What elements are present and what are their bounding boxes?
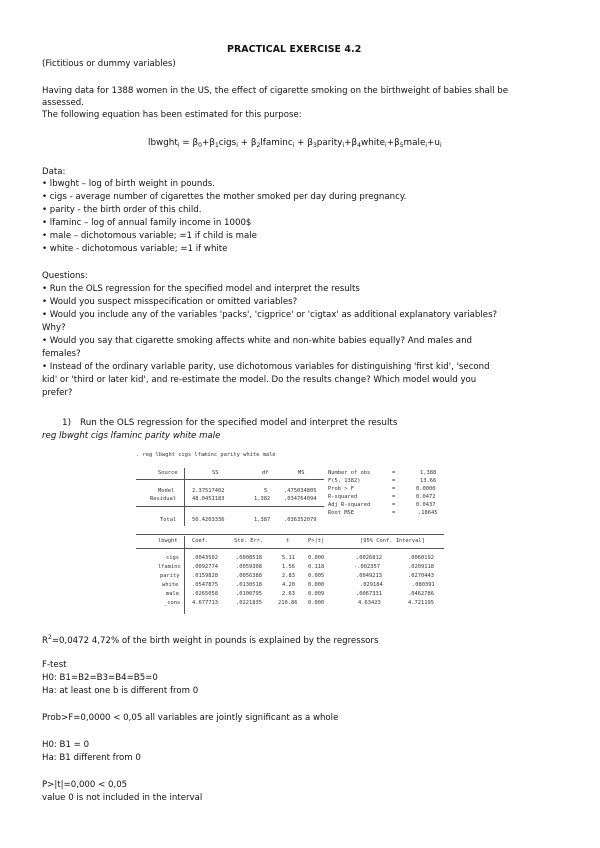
stat-value: 0.0437	[416, 502, 436, 508]
anova-row-source: Model	[158, 488, 175, 494]
coef-row-coef: .0159828	[192, 573, 218, 579]
stat-eq: =	[392, 478, 396, 484]
answer-number: 1)	[62, 418, 72, 428]
question-5-line-1: • Instead of the ordinary variable parity, use dichotomous variables for distinguishing 'first kid', 'second	[42, 362, 490, 372]
intro-line-2: assessed.	[42, 98, 84, 108]
coef-header-t: t	[286, 538, 290, 544]
ftest-ha: Ha: at least one b is different from 0	[42, 686, 199, 696]
data-item: • cigs - average number of cigarettes the mother smoked per day during pregnancy.	[42, 192, 407, 202]
coef-row-se: .0059308	[236, 564, 262, 570]
anova-row-ms: .034764094	[284, 496, 317, 502]
question-4-line-2: females?	[42, 349, 81, 359]
stat-value: .18645	[418, 510, 438, 516]
question-3-line-2: Why?	[42, 323, 66, 333]
data-item: • lbwght – log of birth weight in pounds.	[42, 179, 216, 189]
page-title: PRACTICAL EXERCISE 4.2	[227, 44, 362, 55]
eq-male: male	[403, 138, 426, 148]
coef-header-se: Std. Err.	[234, 538, 264, 544]
anova-row-df: 1,387	[254, 517, 271, 523]
coef-row-t: 4.20	[282, 582, 295, 588]
stat-value: 1,388	[420, 470, 437, 476]
coef-row-t: 2.83	[282, 573, 295, 579]
coef-row-p: 0.000	[308, 600, 325, 606]
coef-row-lo: .029184	[360, 582, 383, 588]
coef-row-p: 0.000	[308, 582, 325, 588]
stat-label: Number of obs	[328, 470, 371, 476]
coef-row-var: parity	[160, 573, 180, 579]
eq-lfaminc: lfaminc	[260, 138, 293, 148]
anova-row-ss: 2.37517402	[192, 488, 225, 494]
coef-row-t: 1.56	[282, 564, 295, 570]
coef-header-p: P>|t|	[308, 538, 325, 544]
coef-row-se: .0100795	[236, 591, 262, 597]
coef-row-hi: .0209118	[408, 564, 434, 570]
coef-row-var: white	[162, 582, 179, 588]
question-2: • Would you suspect misspecification or omitted variables?	[42, 297, 298, 307]
coef-row-lo: .0049213	[356, 573, 382, 579]
coef-row-var: cigs	[166, 555, 179, 561]
coef-row-lo: .0067331	[356, 591, 382, 597]
stat-label: Root MSE	[328, 510, 354, 516]
stata-command: . reg lbwght cigs lfaminc parity white male	[136, 452, 276, 458]
coef-row-coef: .0547875	[192, 582, 218, 588]
coef-row-coef: .0265058	[192, 591, 218, 597]
data-heading: Data:	[42, 167, 66, 177]
coef-row-hi: .0462786	[408, 591, 434, 597]
stat-value: 13.66	[420, 478, 437, 484]
stata-command-caption: reg lbwght cigs lfaminc parity white male	[42, 431, 221, 441]
eq-parity: parity	[316, 138, 343, 148]
coef-row-p: 0.005	[308, 573, 325, 579]
coef-row-var: lfaminc	[158, 564, 181, 570]
anova-row-source: Total	[160, 517, 177, 523]
stata-output	[136, 452, 444, 614]
stat-label: Adj R-squared	[328, 502, 371, 508]
ttest-pvalue: P>|t|=0,000 < 0,05	[42, 780, 128, 790]
ftest-heading: F-test	[42, 660, 67, 670]
question-4-line-1: • Would you say that cigarette smoking affects white and non-white babies equally? And males and	[42, 336, 472, 346]
coef-row-se: .0221835	[236, 600, 262, 606]
anova-row-ms: .475034805	[284, 488, 317, 494]
coef-header-ci: [95% Conf. Interval]	[360, 538, 425, 544]
coef-row-hi: .080391	[412, 582, 435, 588]
page-subtitle: (Fictitious or dummy variables)	[42, 59, 176, 69]
coef-row-lo: -.002357	[354, 564, 380, 570]
anova-header-source: Source	[158, 470, 178, 476]
stat-eq: =	[392, 502, 396, 508]
stat-value: 0.0000	[416, 486, 436, 492]
ftest-h0: H0: B1=B2=B3=B4=B5=0	[42, 673, 158, 683]
anova-row-source: Residual	[150, 496, 176, 502]
coef-row-p: 0.009	[308, 591, 325, 597]
eq-cigs: cigs	[218, 138, 237, 148]
r-squared-interpretation: $R^2=0,0472$ 4,72% of the birth weight in pounds is explained by the regressors	[42, 634, 379, 646]
coef-row-var: _cons	[164, 600, 181, 606]
coef-row-t: 5.11	[282, 555, 295, 561]
stat-value: 0.0472	[416, 494, 436, 500]
stat-eq: =	[392, 494, 396, 500]
coef-row-t: 2.63	[282, 591, 295, 597]
coef-header-coef: Coef.	[192, 538, 209, 544]
eq-white: white	[360, 138, 386, 148]
stat-label: R-squared	[328, 494, 358, 500]
question-1: • Run the OLS regression for the specified model and interpret the results	[42, 284, 360, 294]
stat-eq: =	[392, 486, 396, 492]
ttest-h0: H0: B1 = 0	[42, 740, 90, 750]
coef-row-coef: .0092774	[192, 564, 218, 570]
coef-row-p: 0.000	[308, 555, 325, 561]
confidence-interval-note: value 0 is not included in the interval	[42, 793, 203, 803]
answer-heading: Run the OLS regression for the specified model and interpret the results	[80, 418, 398, 428]
intro-line-1: Having data for 1388 women in the US, the effect of cigarette smoking on the birthweight of babies shall be	[42, 86, 508, 96]
coef-row-lo: .0026812	[356, 555, 382, 561]
coef-row-se: .0056388	[236, 573, 262, 579]
intro-line-3: The following equation has been estimated for this purpose:	[42, 110, 302, 120]
coef-row-hi: .0270443	[408, 573, 434, 579]
prob-f-conclusion: Prob>F=0,0000 < 0,05 all variables are jointly significant as a whole	[42, 713, 339, 723]
coef-row-lo: 4.63423	[358, 600, 381, 606]
coef-row-hi: .0060192	[408, 555, 434, 561]
anova-header-ss: SS	[212, 470, 219, 476]
anova-row-df: 1,382	[254, 496, 271, 502]
eq-lhs: lbwght	[148, 138, 178, 148]
anova-header-ms: MS	[298, 470, 305, 476]
question-3-line-1: • Would you include any of the variables 'packs', 'cigprice' or 'cigtax' as additional explanatory variables?	[42, 310, 498, 320]
stat-eq: =	[392, 510, 396, 516]
coef-row-p: 0.118	[308, 564, 325, 570]
stat-label: Prob > F	[328, 486, 354, 492]
ttest-ha: Ha: B1 different from 0	[42, 753, 141, 763]
coef-row-coef: .0043502	[192, 555, 218, 561]
regression-equation: lbwght$_i$ = $\beta_0+\beta_1cigs_i + \beta_2lfaminc_i$ + $\beta_3parity_i+\beta_4white_i+\beta_5male_i+u_i$	[148, 138, 442, 149]
eq-error: u	[434, 138, 440, 148]
data-item: • male – dichotomous variable; =1 if child is male	[42, 231, 257, 241]
anova-row-ss: 50.4203336	[192, 517, 225, 523]
anova-row-ms: .036352079	[284, 517, 317, 523]
question-5-line-3: prefer?	[42, 388, 73, 398]
stat-eq: =	[392, 470, 396, 476]
coef-row-var: male	[166, 591, 179, 597]
stat-label: F(5, 1382)	[328, 478, 361, 484]
question-5-line-2: kid' or 'third or later kid', and re-estimate the model. Do the results change? Which model would you	[42, 375, 477, 385]
data-item: • white - dichotomous variable; =1 if white	[42, 244, 228, 254]
data-item: • lfaminc – log of annual family income in 1000$	[42, 218, 252, 228]
coef-row-se: .0130518	[236, 582, 262, 588]
coef-row-coef: 4.677713	[192, 600, 218, 606]
coef-row-t: 210.86	[278, 600, 298, 606]
coef-header-var: lbwght	[158, 538, 178, 544]
data-item: • parity - the birth order of this child.	[42, 205, 202, 215]
anova-row-ss: 48.0451183	[192, 496, 225, 502]
anova-header-df: df	[262, 470, 269, 476]
anova-row-df: 5	[264, 488, 268, 494]
coef-row-se: .0008518	[236, 555, 262, 561]
questions-heading: Questions:	[42, 271, 88, 281]
coef-row-hi: 4.721195	[408, 600, 434, 606]
